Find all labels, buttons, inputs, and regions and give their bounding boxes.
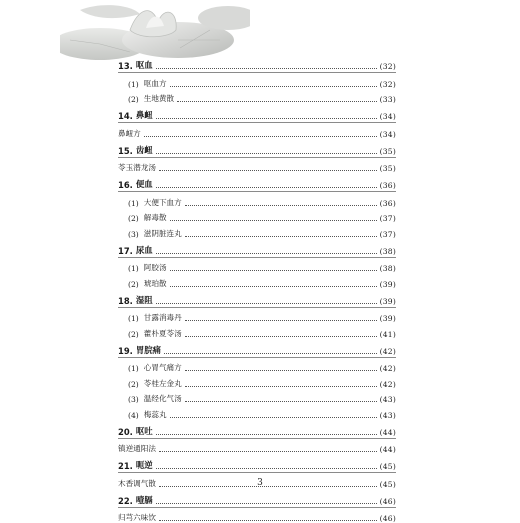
section-number: 14. — [118, 111, 133, 121]
toc-section-heading[interactable] — [118, 173, 396, 190]
dot-leader — [170, 220, 377, 221]
entry-page-ref: (42) — [380, 364, 396, 373]
dot-leader — [156, 187, 377, 188]
entry-page-ref: (43) — [380, 395, 396, 404]
dot-leader — [185, 320, 377, 321]
section-number: 19. — [118, 346, 133, 356]
entry-title: 木香调气散 — [118, 478, 156, 489]
dot-leader — [159, 451, 377, 452]
dot-leader — [170, 417, 377, 418]
entry-index: (1) — [128, 264, 139, 273]
entry-title: 温经化气汤 — [144, 393, 182, 404]
entry-page-ref: (44) — [380, 445, 396, 454]
dot-leader — [185, 386, 377, 387]
dot-leader — [170, 86, 377, 87]
entry-index: (1) — [128, 80, 139, 89]
toc-section-heading[interactable] — [118, 104, 396, 121]
entry-page-ref: (37) — [380, 214, 396, 223]
toc-entry[interactable] — [118, 223, 396, 239]
section-number: 20. — [118, 427, 133, 437]
section-title: 鼻衄 — [136, 109, 153, 121]
entry-title: 甘露消毒丹 — [144, 312, 182, 323]
section-number: 15. — [118, 146, 133, 156]
entry-title: 苓桂左金丸 — [144, 378, 182, 389]
section-title: 噎膈 — [136, 494, 153, 506]
dot-leader — [159, 520, 377, 521]
entry-title: 鼻衄方 — [118, 128, 141, 139]
entry-title: 镇逆通阳法 — [118, 443, 156, 454]
section-page-ref: (42) — [380, 347, 396, 356]
entry-index: (2) — [128, 95, 139, 104]
toc-section-heading[interactable] — [118, 239, 396, 256]
dot-leader — [185, 236, 377, 237]
toc-section-heading[interactable] — [118, 54, 396, 71]
entry-page-ref: (39) — [380, 280, 396, 289]
section-page-ref: (35) — [380, 147, 396, 156]
entry-page-ref: (42) — [380, 380, 396, 389]
section-title: 呕血 — [136, 59, 153, 71]
entry-title: 苓玉潜龙汤 — [118, 162, 156, 173]
section-page-ref: (32) — [380, 62, 396, 71]
toc-section-heading[interactable] — [118, 139, 396, 156]
table-of-contents — [118, 54, 396, 523]
entry-index: (1) — [128, 199, 139, 208]
section-title: 呃逆 — [136, 459, 153, 471]
dot-leader — [156, 153, 377, 154]
toc-entry[interactable] — [118, 273, 396, 289]
entry-page-ref: (33) — [380, 95, 396, 104]
section-number: 17. — [118, 246, 133, 256]
toc-entry[interactable] — [118, 73, 396, 89]
entry-index: (2) — [128, 380, 139, 389]
entry-index: (2) — [128, 214, 139, 223]
toc-entry[interactable] — [118, 358, 396, 374]
entry-page-ref: (45) — [380, 480, 396, 489]
section-number: 18. — [118, 296, 133, 306]
toc-entry[interactable] — [118, 123, 396, 139]
section-number: 21. — [118, 461, 133, 471]
entry-title: 滋阴脏连丸 — [144, 228, 182, 239]
toc-section-heading[interactable] — [118, 454, 396, 471]
section-page-ref: (45) — [380, 462, 396, 471]
entry-title: 藿朴夏苓汤 — [144, 328, 182, 339]
section-page-ref: (46) — [380, 497, 396, 506]
dot-leader — [156, 68, 377, 69]
toc-section-heading[interactable] — [118, 489, 396, 506]
entry-title: 生地黄散 — [144, 93, 174, 104]
entry-page-ref: (37) — [380, 230, 396, 239]
dot-leader — [159, 170, 377, 171]
dot-leader — [144, 136, 377, 137]
section-title: 胃脘痛 — [136, 344, 161, 356]
dot-leader — [156, 118, 377, 119]
entry-page-ref: (46) — [380, 514, 396, 523]
lotus-leaf-watermark — [60, 0, 250, 60]
dot-leader — [164, 353, 377, 354]
dot-leader — [156, 468, 377, 469]
toc-section-heading[interactable] — [118, 420, 396, 437]
section-title: 呕吐 — [136, 425, 153, 437]
entry-title: 大便下血方 — [144, 197, 182, 208]
section-page-ref: (39) — [380, 297, 396, 306]
section-title: 便血 — [136, 178, 153, 190]
entry-index: (1) — [128, 314, 139, 323]
toc-entry[interactable] — [118, 192, 396, 208]
page-number: 3 — [0, 478, 520, 488]
entry-title: 阿胶汤 — [144, 262, 167, 273]
dot-leader — [185, 336, 377, 337]
dot-leader — [156, 503, 377, 504]
dot-leader — [185, 370, 377, 371]
entry-title: 琥珀散 — [144, 278, 167, 289]
entry-title: 心胃气痛方 — [144, 362, 182, 373]
dot-leader — [185, 401, 377, 402]
dot-leader — [177, 101, 376, 102]
entry-page-ref: (35) — [380, 164, 396, 173]
dot-leader — [170, 270, 377, 271]
entry-page-ref: (32) — [380, 80, 396, 89]
entry-title: 梅蕊丸 — [144, 409, 167, 420]
toc-entry[interactable] — [118, 258, 396, 274]
entry-index: (2) — [128, 280, 139, 289]
toc-entry[interactable] — [118, 208, 396, 224]
entry-index: (3) — [128, 230, 139, 239]
entry-page-ref: (34) — [380, 130, 396, 139]
toc-entry[interactable] — [118, 308, 396, 324]
entry-page-ref: (39) — [380, 314, 396, 323]
dot-leader — [156, 253, 377, 254]
dot-leader — [156, 303, 377, 304]
toc-entry[interactable] — [118, 89, 396, 105]
section-page-ref: (36) — [380, 181, 396, 190]
dot-leader — [156, 434, 377, 435]
toc-entry[interactable] — [118, 404, 396, 420]
toc-entry[interactable] — [118, 439, 396, 455]
entry-title: 呕血方 — [144, 78, 167, 89]
entry-title: 解毒散 — [144, 212, 167, 223]
section-page-ref: (34) — [380, 112, 396, 121]
entry-title: 归芎六味饮 — [118, 512, 156, 523]
section-page-ref: (44) — [380, 428, 396, 437]
entry-index: (4) — [128, 411, 139, 420]
section-number: 13. — [118, 61, 133, 71]
entry-page-ref: (41) — [380, 330, 396, 339]
toc-entry[interactable] — [118, 373, 396, 389]
section-title: 湿阻 — [136, 294, 153, 306]
toc-entry[interactable] — [118, 323, 396, 339]
entry-index: (1) — [128, 364, 139, 373]
entry-page-ref: (43) — [380, 411, 396, 420]
toc-entry[interactable] — [118, 158, 396, 174]
section-number: 22. — [118, 496, 133, 506]
toc-entry[interactable] — [118, 508, 396, 523]
toc-entry[interactable] — [118, 389, 396, 405]
section-page-ref: (38) — [380, 247, 396, 256]
toc-section-heading[interactable] — [118, 339, 396, 356]
section-number: 16. — [118, 180, 133, 190]
entry-page-ref: (38) — [380, 264, 396, 273]
dot-leader — [185, 205, 377, 206]
entry-index: (2) — [128, 330, 139, 339]
section-title: 齿衄 — [136, 144, 153, 156]
entry-index: (3) — [128, 395, 139, 404]
section-title: 尿血 — [136, 244, 153, 256]
toc-section-heading[interactable] — [118, 289, 396, 306]
dot-leader — [170, 286, 377, 287]
entry-page-ref: (36) — [380, 199, 396, 208]
